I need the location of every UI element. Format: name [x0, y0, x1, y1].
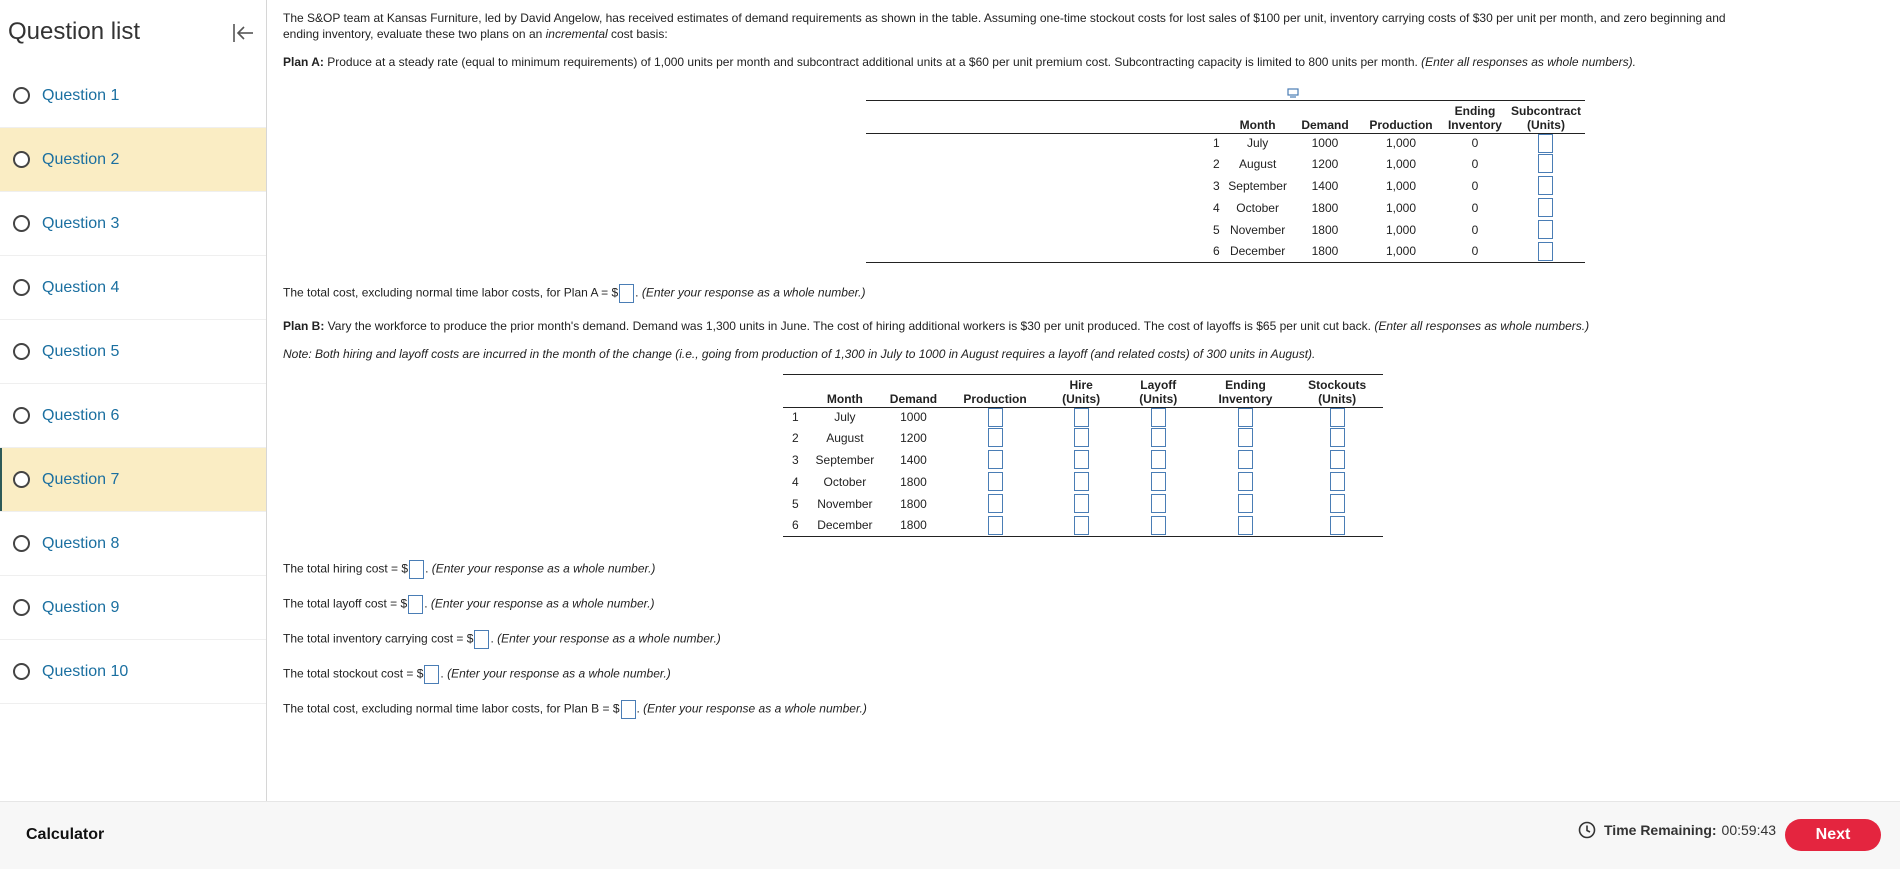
col-month: Month: [808, 378, 883, 408]
question-item-5[interactable]: [0, 320, 266, 384]
question-item-8[interactable]: [0, 512, 266, 576]
row-index: 4: [1212, 200, 1220, 215]
demand-cell: 1800: [900, 474, 927, 489]
row-spacer: [866, 241, 1208, 263]
radio-circle-icon: [13, 87, 30, 104]
production-input[interactable]: [988, 428, 1003, 447]
col-demand: Demand: [882, 378, 945, 408]
month-cell: November: [1229, 222, 1286, 237]
hire-input[interactable]: [1074, 450, 1089, 469]
month-cell: July: [1246, 136, 1269, 150]
question-item-9[interactable]: [0, 576, 266, 640]
ending-inventory-cell: 0: [1471, 156, 1479, 171]
radio-circle-icon: [13, 535, 30, 552]
ending-inventory-input[interactable]: [1238, 428, 1253, 447]
month-cell: August: [826, 430, 864, 445]
row-index: 3: [791, 452, 799, 467]
row-index: 5: [1212, 222, 1220, 237]
col-stockouts: Stockouts (Units): [1291, 378, 1383, 408]
radio-circle-icon: [13, 407, 30, 424]
hire-input[interactable]: [1074, 494, 1089, 513]
question-item-3[interactable]: [0, 192, 266, 256]
stockouts-input[interactable]: [1330, 494, 1345, 513]
subcontract-input[interactable]: [1538, 198, 1553, 217]
question-item-10[interactable]: [0, 640, 266, 704]
radio-circle-icon: [13, 599, 30, 616]
col-demand: Demand: [1291, 104, 1359, 134]
production-cell: 1,000: [1359, 241, 1443, 263]
time-label: Time Remaining:: [1604, 822, 1717, 838]
table-row: [866, 241, 1585, 263]
table-row: [783, 449, 1383, 471]
production-cell: 1,000: [1385, 136, 1416, 150]
demand-cell: 1400: [900, 452, 927, 467]
demand-cell: 1800: [1311, 200, 1339, 215]
month-cell: September: [1228, 178, 1287, 193]
table-row: [866, 153, 1585, 175]
stockout-cost-input[interactable]: [424, 665, 439, 684]
calculator-button[interactable]: Calculator: [26, 826, 105, 843]
ending-inventory-input[interactable]: [1238, 516, 1253, 535]
question-label: Question 4: [42, 278, 120, 296]
question-list: [0, 64, 266, 704]
demand-cell: 1200: [900, 430, 927, 445]
radio-circle-icon: [13, 215, 30, 232]
ending-inventory-input[interactable]: [1238, 494, 1253, 513]
row-spacer: [866, 133, 1208, 153]
row-spacer: [866, 197, 1208, 219]
hire-input[interactable]: [1074, 408, 1089, 427]
radio-circle-icon: [13, 663, 30, 680]
hiring-cost-line: The total hiring cost = $ . (Enter your response as a whole number.): [283, 560, 655, 579]
table-row: [783, 427, 1383, 449]
clock-icon: [1578, 821, 1596, 839]
next-button[interactable]: Next: [1785, 819, 1881, 851]
col-ending-inventory: Ending Inventory: [1443, 104, 1507, 134]
row-index: 5: [791, 496, 799, 511]
plan-a-table: [866, 100, 1585, 263]
production-cell: 1,000: [1385, 178, 1416, 193]
inventory-cost-input[interactable]: [474, 630, 489, 649]
layoff-input[interactable]: [1151, 516, 1166, 535]
col-production: Production: [1359, 104, 1443, 134]
plan-b-description: Plan B: Vary the workforce to produce the prior month's demand. Demand was 1,300 units in June. The cost of hiring additional workers is $30 per unit produced. The cost of layoffs is $65 per unit cut back. (Enter all responses as whole numbers.): [283, 319, 1590, 333]
stockouts-input[interactable]: [1330, 450, 1345, 469]
row-index: 6: [783, 515, 808, 537]
question-item-1[interactable]: [0, 64, 266, 128]
time-remaining: [1578, 821, 1776, 839]
question-label: Question 6: [42, 406, 120, 424]
month-cell: December: [1224, 241, 1291, 263]
hire-input[interactable]: [1074, 472, 1089, 491]
plan-b-total-input[interactable]: [621, 700, 636, 719]
production-cell: 1,000: [1385, 156, 1416, 171]
demand-cell: 1000: [1311, 136, 1339, 150]
question-label: Question 9: [42, 598, 120, 616]
col-production: Production: [945, 378, 1046, 408]
row-index: 2: [1212, 156, 1220, 171]
table-row: [866, 219, 1585, 241]
col-hire: Hire (Units): [1045, 378, 1117, 408]
row-index: 2: [791, 430, 799, 445]
demand-cell: 1400: [1311, 178, 1339, 193]
subcontract-input[interactable]: [1538, 154, 1553, 173]
row-spacer: [866, 153, 1208, 175]
month-cell: December: [808, 515, 883, 537]
month-cell: November: [817, 496, 873, 511]
question-label: Question 5: [42, 342, 120, 360]
table-row: [783, 493, 1383, 515]
radio-circle-icon: [13, 343, 30, 360]
row-index: 6: [1208, 241, 1224, 263]
intro-line-2: ending inventory, evaluate these two plans on an incremental cost basis:: [283, 27, 668, 41]
plan-a-total-line: The total cost, excluding normal time labor costs, for Plan A = $ . (Enter your response as a whole number.): [283, 284, 866, 303]
subcontract-input[interactable]: [1538, 176, 1553, 195]
month-cell: October: [823, 474, 867, 489]
question-list-sidebar: [0, 0, 267, 801]
question-item-7[interactable]: [0, 448, 266, 512]
plan-b-table: [783, 374, 1383, 537]
production-input[interactable]: [988, 408, 1003, 427]
plan-a-description: Plan A: Produce at a steady rate (equal to minimum requirements) of 1,000 units per month and subcontract additional units at a $60 per unit premium cost. Subcontracting capacity is limited to 800 units per month. (Enter all responses as whole numbers).: [283, 55, 1636, 69]
subcontract-input[interactable]: [1538, 220, 1553, 239]
table-row: [866, 133, 1585, 153]
radio-circle-icon: [13, 151, 30, 168]
time-value: 00:59:43: [1721, 822, 1777, 838]
hire-input[interactable]: [1074, 428, 1089, 447]
stockouts-input[interactable]: [1330, 516, 1345, 535]
radio-circle-icon: [13, 471, 30, 488]
question-item-2[interactable]: [0, 128, 266, 192]
question-label: Question 10: [42, 662, 129, 680]
month-cell: July: [834, 410, 856, 424]
question-label: Question 8: [42, 534, 120, 552]
col-layoff: Layoff (Units): [1117, 378, 1200, 408]
month-cell: August: [1238, 156, 1277, 171]
question-content: [283, 0, 1883, 801]
ending-inventory-cell: 0: [1471, 200, 1479, 215]
stockouts-input[interactable]: [1330, 472, 1345, 491]
stockouts-input[interactable]: [1330, 408, 1345, 427]
ending-inventory-input[interactable]: [1238, 408, 1253, 427]
production-cell: 1,000: [1385, 222, 1416, 237]
row-index: 1: [791, 410, 799, 424]
production-cell: 1,000: [1385, 200, 1416, 215]
ending-inventory-cell: 0: [1471, 178, 1479, 193]
plan-b-total-line: The total cost, excluding normal time labor costs, for Plan B = $ . (Enter your response as a whole number.): [283, 700, 867, 719]
hire-input[interactable]: [1074, 516, 1089, 535]
question-item-6[interactable]: [0, 384, 266, 448]
table-row: [783, 407, 1383, 427]
demand-cell: 1800: [882, 515, 945, 537]
hiring-cost-input[interactable]: [409, 560, 424, 579]
row-index: 1: [1212, 136, 1220, 150]
table-row: [866, 197, 1585, 219]
question-label: Question 2: [42, 150, 120, 168]
footer-bar: [0, 801, 1900, 869]
question-label: Question 1: [42, 86, 120, 104]
sidebar-header: [0, 0, 266, 64]
demand-cell: 1800: [900, 496, 927, 511]
production-input[interactable]: [988, 494, 1003, 513]
plan-b-note: Note: Both hiring and layoff costs are incurred in the month of the change (i.e., going from production of 1,300 in July to 1000 in August requires a layoff (and related costs) of 300 units in August).: [283, 347, 1316, 361]
demand-cell: 1000: [900, 410, 927, 424]
inventory-cost-line: The total inventory carrying cost = $ . (Enter your response as a whole number.): [283, 630, 721, 649]
ending-inventory-input[interactable]: [1238, 450, 1253, 469]
layoff-input[interactable]: [1151, 494, 1166, 513]
subcontract-input[interactable]: [1538, 134, 1553, 153]
table-row: [866, 175, 1585, 197]
row-spacer: [866, 219, 1208, 241]
row-index: 4: [791, 474, 799, 489]
collapse-left-icon[interactable]: [230, 20, 256, 46]
production-input[interactable]: [988, 472, 1003, 491]
intro-line-1: The S&OP team at Kansas Furniture, led by David Angelow, has received estimates of demand requirements as shown in the table. Assuming one-time stockout costs for lost sales of $100 per unit, inventory carrying costs of $30 per unit per month, and zero beginning and: [283, 11, 1726, 25]
stockouts-input[interactable]: [1330, 428, 1345, 447]
radio-circle-icon: [13, 279, 30, 296]
stockout-cost-line: The total stockout cost = $ . (Enter your response as a whole number.): [283, 665, 671, 684]
layoff-cost-line: The total layoff cost = $ . (Enter your response as a whole number.): [283, 595, 655, 614]
layoff-input[interactable]: [1151, 428, 1166, 447]
row-index: 3: [1212, 178, 1220, 193]
row-spacer: [866, 175, 1208, 197]
question-item-4[interactable]: [0, 256, 266, 320]
expand-icon[interactable]: [1287, 86, 1299, 96]
ending-inventory-cell: 0: [1443, 241, 1507, 263]
problem-intro: [283, 10, 1863, 42]
demand-cell: 1800: [1291, 241, 1359, 263]
month-cell: September: [815, 452, 875, 467]
subcontract-input[interactable]: [1538, 242, 1553, 261]
demand-cell: 1200: [1311, 156, 1339, 171]
month-cell: October: [1236, 200, 1279, 215]
layoff-input[interactable]: [1151, 408, 1166, 427]
col-ending-inventory: Ending Inventory: [1200, 378, 1292, 408]
ending-inventory-cell: 0: [1471, 222, 1479, 237]
production-input[interactable]: [988, 450, 1003, 469]
sidebar-title: Question list: [8, 18, 141, 45]
question-label: Question 7: [42, 470, 120, 488]
ending-inventory-cell: 0: [1471, 136, 1479, 150]
demand-cell: 1800: [1311, 222, 1339, 237]
ending-inventory-input[interactable]: [1238, 472, 1253, 491]
col-month: Month: [1224, 104, 1291, 134]
question-label: Question 3: [42, 214, 120, 232]
table-row: [783, 515, 1383, 537]
layoff-cost-input[interactable]: [408, 595, 423, 614]
production-input[interactable]: [988, 516, 1003, 535]
col-subcontract: Subcontract (Units): [1507, 104, 1585, 134]
table-row: [783, 471, 1383, 493]
layoff-input[interactable]: [1151, 450, 1166, 469]
plan-a-total-input[interactable]: [619, 284, 634, 303]
layoff-input[interactable]: [1151, 472, 1166, 491]
